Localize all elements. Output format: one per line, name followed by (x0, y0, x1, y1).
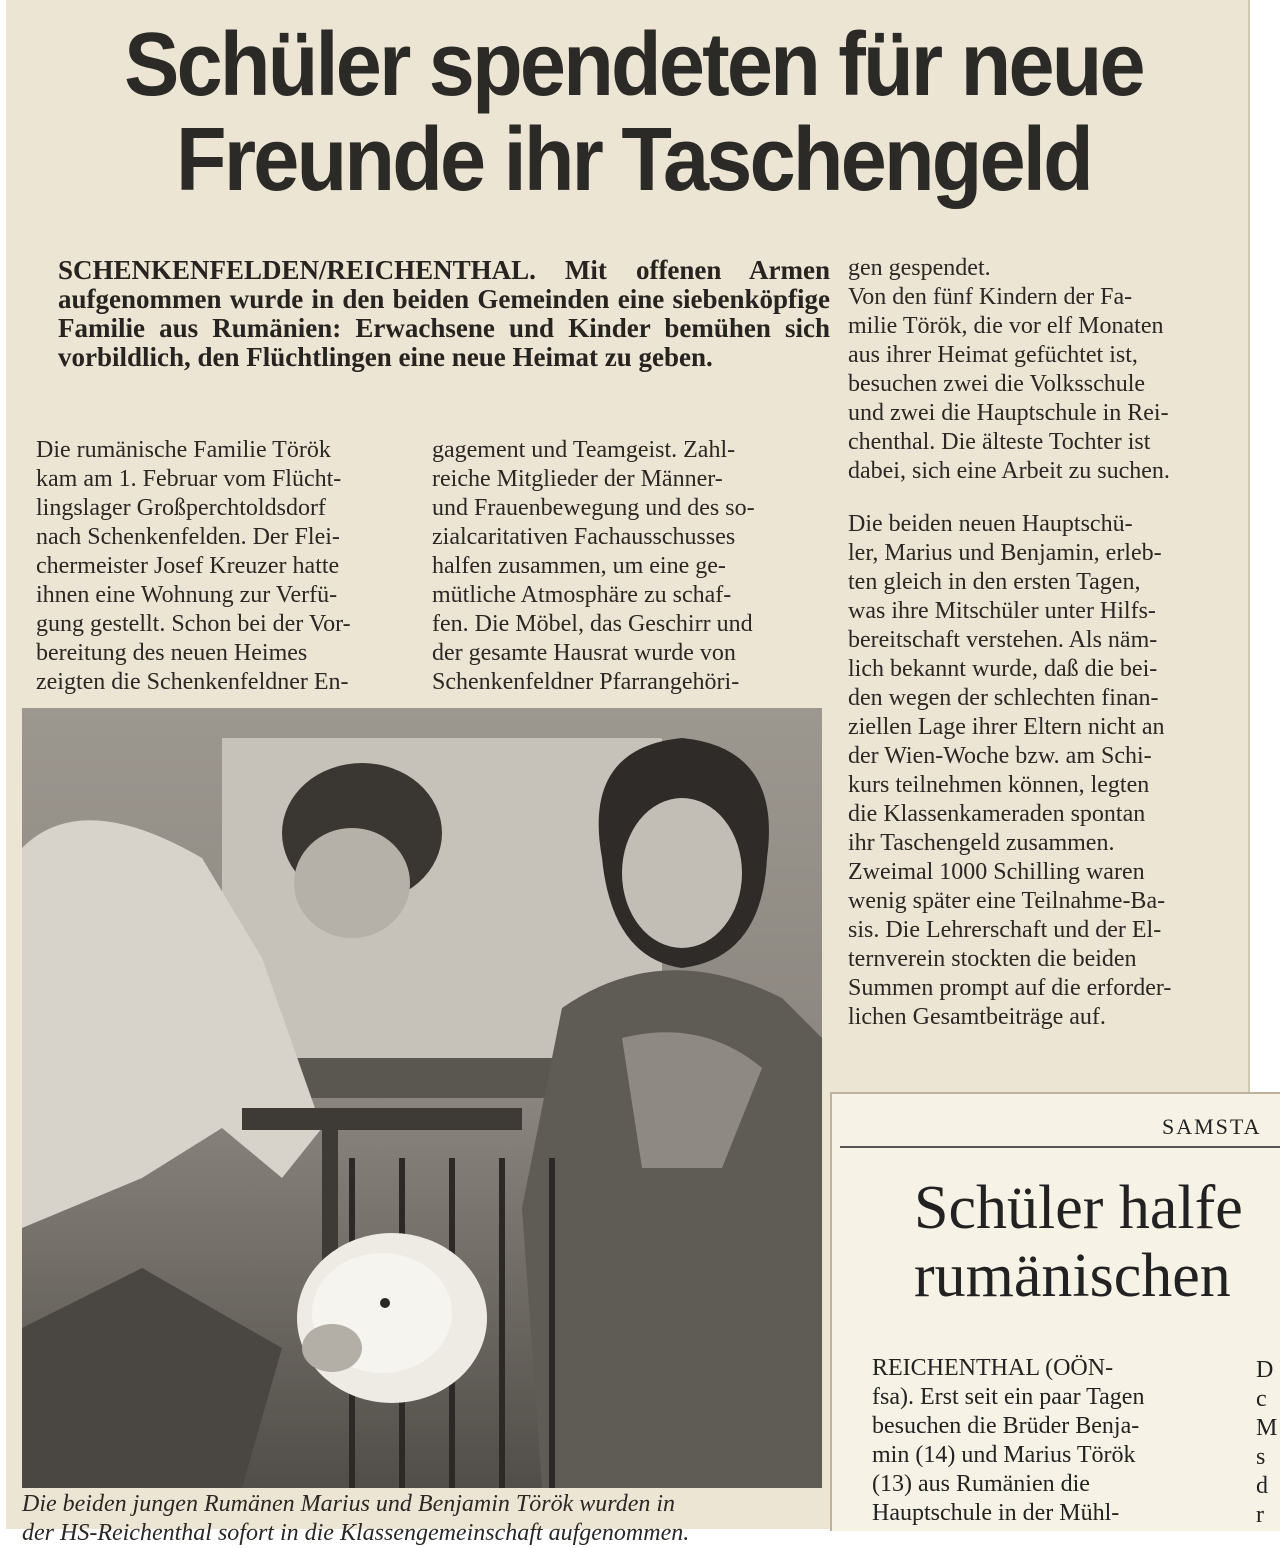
second-clipping-headline: Schüler halfe rumänischen (914, 1174, 1243, 1310)
photo-caption: Die beiden jungen Rumänen Marius und Benjamin Török wurden in der HS-Reichenthal sofort in die Klassengemeinschaft aufgenommen. (22, 1491, 690, 1546)
divider (840, 1146, 1280, 1148)
second-clipping-column-a: REICHENTHAL (OÖN- fsa). Erst seit ein paar Tagen besuchen die Brüder Benja- min (14) und Marius Török (13) aus Rumänien die Hauptschule in der Mühl- (872, 1355, 1145, 1526)
body-column-2: gagement und Teamgeist. Zahl- reiche Mitglieder der Männer- und Frauenbewegung und des so- zialcaritativen Fachausschusses halfen zusammen, um eine ge- mütliche Atmosphäre zu schaf- fen. Die Möbel, das Geschirr und der gesamte Hausrat wurde von Schenkenfeldner Pfarrangehöri- (432, 437, 755, 695)
headline-line-1: Schüler spendeten für neue (124, 15, 1143, 115)
second-clipping-column-b: D c M s d r (1256, 1357, 1278, 1528)
lead-paragraph: SCHENKENFELDEN/REICHENTHAL. Mit offenen Armen aufgenommen wurde in den beiden Gemeinden eine siebenköpfige Familie aus Rumänien: Erwachsene und Kinder bemühen sich vorbildlich, den Flüchtlingen eine neue Heimat zu geben. (58, 255, 830, 372)
body-column-3a: gen gespendet. Von den fünf Kindern der Fa- milie Török, die vor elf Monaten aus ihrer Heimat gefüchtet ist, besuchen zwei die Volksschule und zwei die Hauptschule in Rei- chenthal. Die älteste Tochter ist dabei, sich eine Arbeit zu suchen. (848, 255, 1170, 484)
second-clipping (830, 1092, 1280, 1531)
headline-line-2: Freunde ihr Taschengeld (176, 110, 1091, 210)
body-column-3b: Die beiden neuen Hauptschü- ler, Marius und Benjamin, erleb- ten gleich in den ersten Tagen, was ihre Mitschüler unter Hilfs- bereitschaft verstehen. Als näm- lich bekannt wurde, daß die bei- den wegen der schlechten finan- ziellen Lage ihrer Eltern nicht an der Wien-Woche bzw. am Schi- kurs teilnehmen können, legten die Klassenkameraden spontan ihr Taschengeld zusammen. Zweimal 1000 Schilling waren wenig später eine Teilnahme-Ba- sis. Die Lehrerschaft und der El- ternverein stockten die beiden Summen prompt auf die erforder- lichen Gesamtbeiträge auf. (848, 511, 1172, 1030)
body-column-1: Die rumänische Familie Török kam am 1. Februar vom Flücht- lingslager Großperchtoldsdorf nach Schenkenfelden. Der Flei- chermeister Josef Kreuzer hatte ihnen eine Wohnung zur Verfü- gung gestellt. Schon bei der Vor- bereitung des neuen Heimes zeigten die Schenkenfeldner En- (36, 437, 351, 695)
news-photo (22, 708, 822, 1488)
second-clipping-kicker: SAMSTA (1162, 1114, 1262, 1139)
photo-illustration (22, 708, 822, 1488)
headline (75, 15, 1193, 210)
